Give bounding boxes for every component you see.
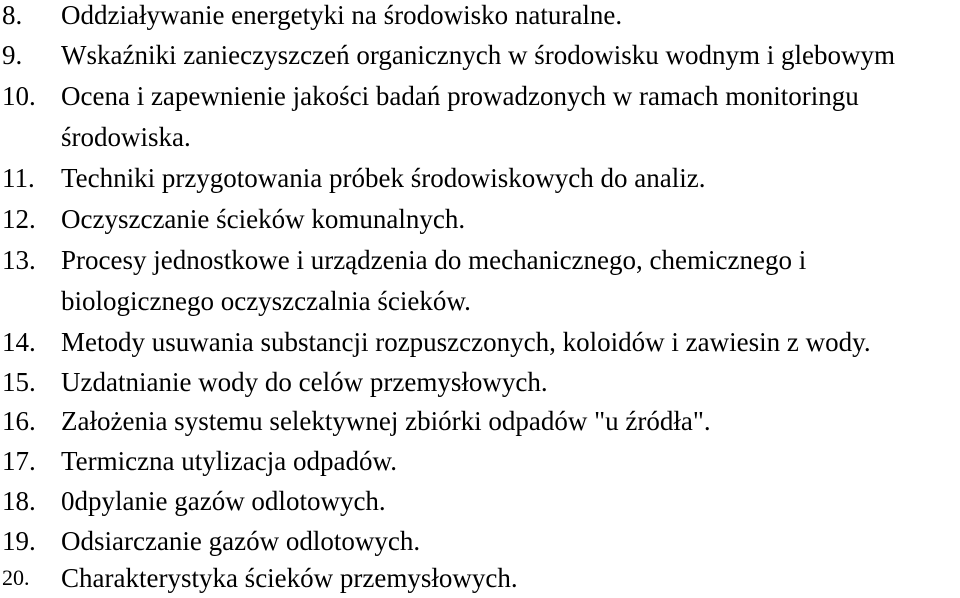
- list-item: [0, 558, 960, 598]
- item-text: Oddziaływanie energetyki na środowisko naturalne.: [61, 0, 623, 30]
- list-item: [0, 158, 960, 198]
- item-continuation: środowiska.: [61, 122, 191, 152]
- list-item: [0, 481, 960, 521]
- item-number: 12.: [2, 204, 36, 234]
- list-item: [0, 441, 960, 481]
- item-continuation: biologicznego oczyszczalnia ścieków.: [61, 286, 471, 316]
- item-text: Wskaźniki zanieczyszczeń organicznych w środowisku wodnym i glebowym: [61, 40, 896, 70]
- item-text: 0dpylanie gazów odlotowych.: [61, 486, 386, 516]
- list-item: [0, 35, 960, 75]
- item-text: Charakterystyka ścieków przemysłowych.: [61, 563, 518, 593]
- item-text: Uzdatnianie wody do celów przemysłowych.: [61, 367, 548, 397]
- item-text: Odsiarczanie gazów odlotowych.: [61, 526, 421, 556]
- list-item: [0, 76, 960, 116]
- item-number: 19.: [2, 526, 36, 556]
- item-number: 17.: [2, 446, 36, 476]
- item-text: Techniki przygotowania próbek środowiskowych do analiz.: [61, 163, 706, 193]
- list-item: [0, 362, 960, 402]
- item-number: 11.: [2, 163, 35, 193]
- item-text: Oczyszczanie ścieków komunalnych.: [61, 204, 466, 234]
- item-text: Założenia systemu selektywnej zbiórki odpadów "u źródła".: [61, 406, 711, 436]
- item-number: 20.: [2, 565, 30, 590]
- item-number: 14.: [2, 327, 36, 357]
- item-number: 13.: [2, 245, 36, 275]
- item-number: 8.: [2, 0, 23, 30]
- list-item: [0, 521, 960, 561]
- list-item: [0, 322, 960, 362]
- item-number: 18.: [2, 486, 36, 516]
- item-number: 10.: [2, 81, 36, 111]
- item-text: Metody usuwania substancji rozpuszczonych, koloidów i zawiesin z wody.: [61, 327, 871, 357]
- list-item: [0, 0, 960, 35]
- list-item: [0, 401, 960, 441]
- list-item: [0, 199, 960, 239]
- list-item: [0, 240, 960, 280]
- item-text: Termiczna utylizacja odpadów.: [61, 446, 397, 476]
- item-number: 16.: [2, 406, 36, 436]
- item-text: Procesy jednostkowe i urządzenia do mechanicznego, chemicznego i: [61, 245, 807, 275]
- item-text: Ocena i zapewnienie jakości badań prowadzonych w ramach monitoringu: [61, 81, 859, 111]
- item-number: 15.: [2, 367, 36, 397]
- item-number: 9.: [2, 40, 23, 70]
